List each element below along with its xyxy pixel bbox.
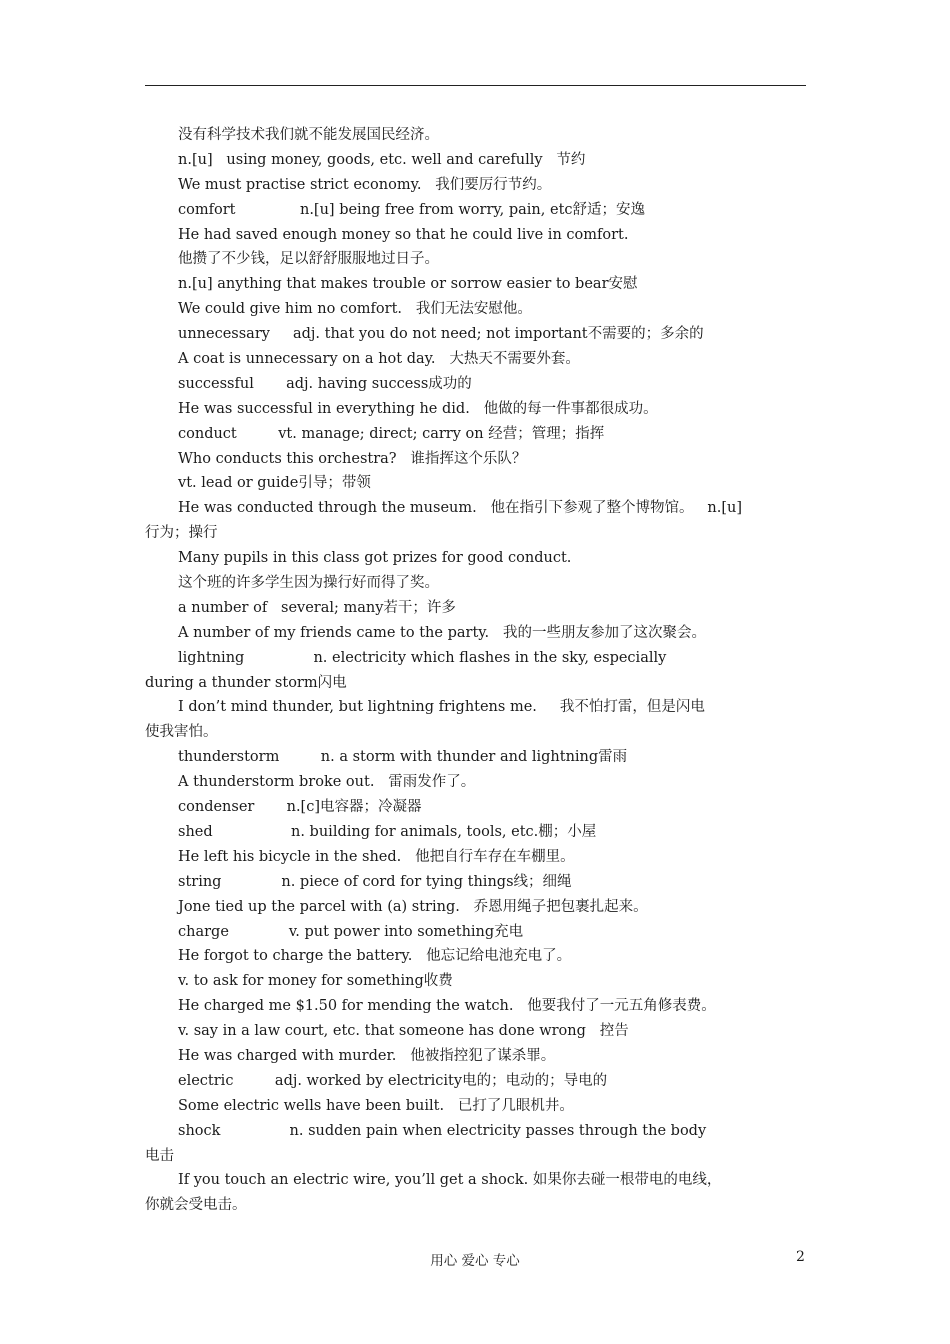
text-line: 电击 xyxy=(145,1147,174,1164)
text-line: 这个班的许多学生因为操行好而得了奖。 xyxy=(178,575,439,592)
text-line: conduct vt. manage; direct; carry on 经营；管理；指挥 xyxy=(178,425,605,442)
text-line: lightning n. electricity which flashes in the sky, especially xyxy=(178,649,667,666)
text-line: Who conducts this orchestra? 谁指挥这个乐队？ xyxy=(178,450,527,467)
text-line: He had saved enough money so that he could live in comfort. xyxy=(178,226,629,243)
text-line: v. say in a law court, etc. that someone has done wrong 控告 xyxy=(178,1023,629,1040)
text-line: shock n. sudden pain when electricity passes through the body xyxy=(178,1122,707,1139)
text-line: If you touch an electric wire, you’ll get a shock. 如果你去碰一根带电的电线， xyxy=(178,1172,722,1189)
text-line: Some electric wells have been built. 已打了几眼机井。 xyxy=(178,1097,574,1114)
text-line: unnecessary adj. that you do not need; not important不需要的；多余的 xyxy=(178,326,704,343)
text-line: comfort n.[u] being free from worry, pain, etc舒适；安逸 xyxy=(178,201,646,218)
text-line: I don’t mind thunder, but lightning frightens me. 我不怕打雷，但是闪电 xyxy=(178,699,705,716)
text-line: n.[u] anything that makes trouble or sorrow easier to bear安慰 xyxy=(178,276,638,293)
text-line: string n. piece of cord for tying things线；细绳 xyxy=(178,873,572,890)
text-line: A thunderstorm broke out. 雷雨发作了。 xyxy=(178,774,476,791)
document-body xyxy=(145,123,810,1218)
text-line: We must practise strict economy. 我们要厉行节约。 xyxy=(178,176,552,193)
text-line: a number of several; many若干；许多 xyxy=(178,599,456,616)
text-line: We could give him no comfort. 我们无法安慰他。 xyxy=(178,301,532,318)
text-line: 使我害怕。 xyxy=(145,724,218,741)
text-line: thunderstorm n. a storm with thunder and lightning雷雨 xyxy=(178,749,628,766)
footer-motto: 用心 爱心 专心 xyxy=(430,1253,520,1269)
text-line: shed n. building for animals, tools, etc.棚；小屋 xyxy=(178,823,597,840)
text-line: charge v. put power into something充电 xyxy=(178,923,524,940)
text-line: He charged me $1.50 for mending the watch. 他要我付了一元五角修表费。 xyxy=(178,998,716,1015)
text-line: during a thunder storm闪电 xyxy=(145,674,347,691)
text-line: He was charged with murder. 他被指控犯了谋杀罪。 xyxy=(178,1047,556,1064)
text-line: electric adj. worked by electricity电的；电动的；导电的 xyxy=(178,1072,608,1089)
text-line: n.[u] using money, goods, etc. well and carefully 节约 xyxy=(178,151,586,168)
text-line: Jone tied up the parcel with (a) string. 乔恩用绳子把包裹扎起来。 xyxy=(178,898,648,915)
header-rule xyxy=(145,85,806,86)
text-line: He forgot to charge the battery. 他忘记给电池充电了。 xyxy=(178,948,572,965)
text-line: successful adj. having success成功的 xyxy=(178,375,472,392)
text-line: condenser n.[c]电容器；冷凝器 xyxy=(178,799,422,816)
text-line: A number of my friends came to the party. 我的一些朋友参加了这次聚会。 xyxy=(178,624,706,641)
text-line: 没有科学技术我们就不能发展国民经济。 xyxy=(178,127,439,143)
text-line: 你就会受电击。 xyxy=(145,1197,247,1214)
page-number: 2 xyxy=(796,1249,805,1265)
text-line: He was conducted through the museum. 他在指引下参观了整个博物馆。 n.[u] xyxy=(178,500,742,517)
text-line: 他攒了不少钱，足以舒舒服服地过日子。 xyxy=(178,251,439,268)
text-line: vt. lead or guide引导；带领 xyxy=(178,475,371,492)
text-line: Many pupils in this class got prizes for good conduct. xyxy=(178,550,572,567)
text-line: He left his bicycle in the shed. 他把自行车存在车棚里。 xyxy=(178,848,575,865)
text-line: He was successful in everything he did. 他做的每一件事都很成功。 xyxy=(178,400,658,417)
text-line: A coat is unnecessary on a hot day. 大热天不需要外套。 xyxy=(178,351,580,368)
text-line: 行为；操行 xyxy=(145,525,218,542)
text-line: v. to ask for money for something收费 xyxy=(178,973,453,990)
